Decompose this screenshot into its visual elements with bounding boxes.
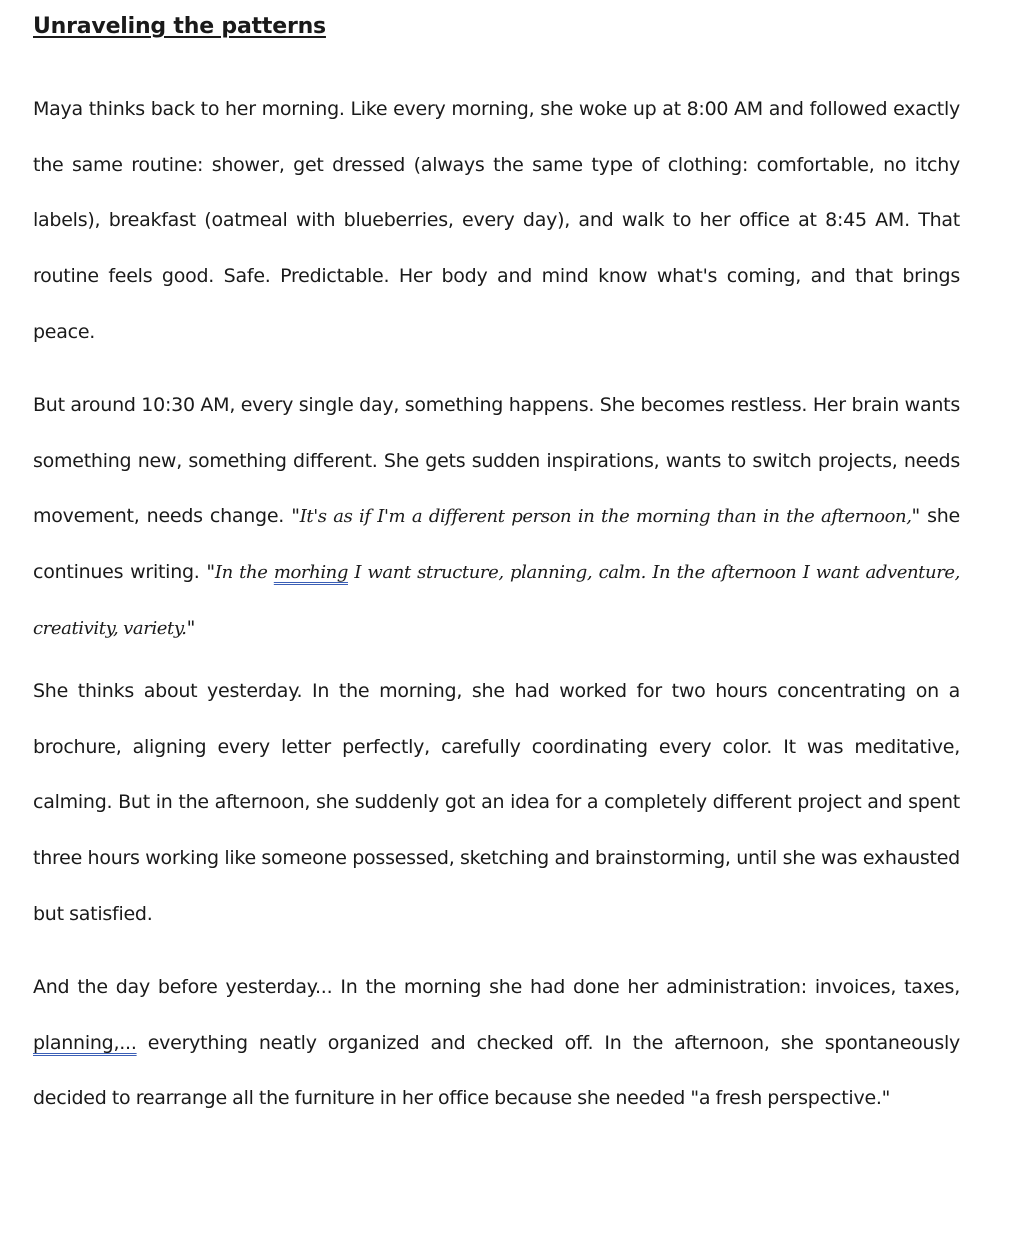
paragraph-text: " [186,616,196,639]
spellcheck-flagged-word[interactable]: morhing [273,562,348,584]
quote-text: In the [214,562,274,584]
quote-text: I want structure, planning, calm. In the afternoon I want adventure, creativity, variety. [33,562,960,639]
paragraph-text: " she continues writing. " [33,505,960,584]
paragraph-restless [33,378,960,657]
handwritten-quote: It's as if I'm a different person in the morning than in the afternoon, [299,506,912,528]
paragraph-day-before [33,960,960,1127]
paragraph-yesterday: She thinks about yesterday. In the morning, she had worked for two hours concentrating on a brochure, aligning every letter perfectly, carefully coordinating every color. It was meditative, calming. But in the afternoon, she suddenly got an idea for a completely different project and spent three hours working like someone possessed, sketching and brainstorming, until she was exhausted but satisfied. [33,680,960,925]
grammar-flagged-text[interactable]: planning,... [33,1031,137,1054]
paragraph-text: everything neatly organized and checked off. In the afternoon, she spontaneously decided to rearrange all the furniture in her office because she needed "a fresh perspective." [33,1031,960,1110]
paragraph-text: And the day before yesterday... In the morning she had done her administration: invoices, taxes, [33,976,960,998]
paragraph-morning-routine: Maya thinks back to her morning. Like every morning, she woke up at 8:00 AM and followed exactly the same routine: shower, get dressed (always the same type of clothing: comfortable, no itchy labels), breakfast (oatmeal with blueberries, every day), and walk to her office at 8:45 AM. That routine feels good. Safe. Predictable. Her body and mind know what's coming, and that brings peace. [33,98,960,343]
paragraph-text: But around 10:30 AM, every single day, something happens. She becomes restless. Her brain wants something new, something different. She gets sudden inspirations, wants to switch projects, needs movement, needs change. " [33,394,960,528]
section-heading: Unraveling the patterns [33,14,326,39]
